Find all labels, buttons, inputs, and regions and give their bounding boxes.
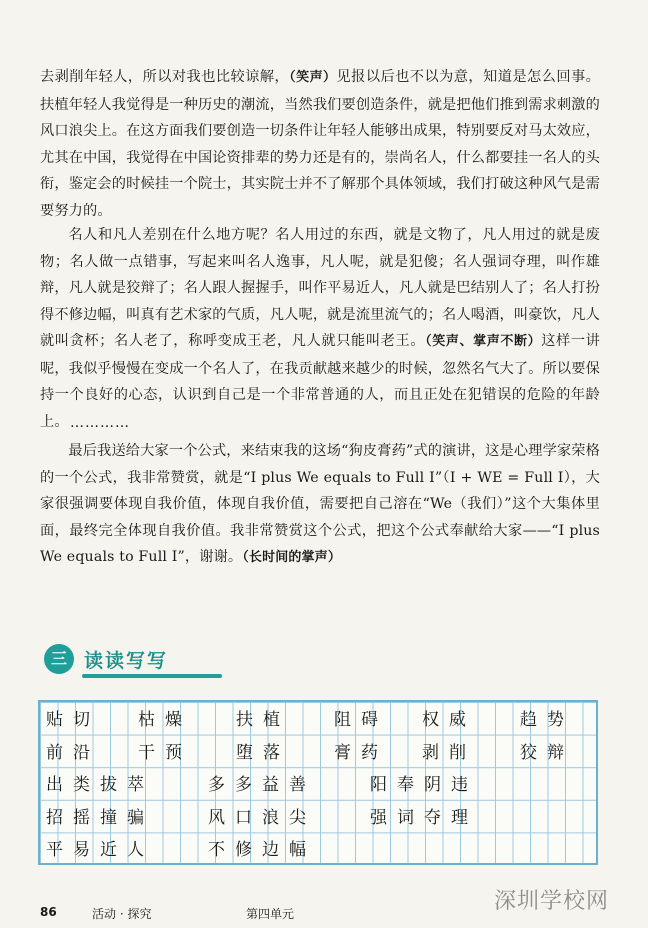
stage-note: （长时间的掌声） xyxy=(242,550,341,565)
section-title: 读读写写 xyxy=(84,650,169,672)
vocab-word: 多多益善 xyxy=(208,775,316,795)
vocab-word: 堕落 xyxy=(236,743,290,763)
section-header xyxy=(44,640,304,680)
vocab-word: 不修边幅 xyxy=(208,840,316,860)
vocab-word: 剥削 xyxy=(422,743,476,763)
vocab-word: 膏药 xyxy=(334,743,388,763)
vocab-word: 平易近人 xyxy=(46,840,154,860)
stage-note: （笑声、掌声不断） xyxy=(425,334,542,349)
paragraph-2: 名人和凡人差别在什么地方呢？名人用过的东西，就是文物了，凡人用过的就是废物；名人做一点错事，写起来叫名人逸事，凡人呢，就是犯傻；名人强词夺理，叫作雄辩，凡人就是狡辩了；名人跟人握握手，叫作平易近人，凡人就是巴结别人了；名人打扮得不修边幅，叫真有艺术家的气质，凡人呢，就是流里流气的；名人喝酒，叫豪饮，凡人就叫贪杯；名人老了，称呼变成王老，凡人就只能叫老王。（笑声、掌声不断）这样一讲呢，我似乎慢慢在变成一个名人了，在我贡献越来越少的时候，忽然名气大了。所以要保持一个良好的心态，认识到自己是一个非常普通的人，而且正处在犯错误的危险的年龄上。 xyxy=(40,227,600,430)
paragraph-1: 去剥削年轻人，所以对我也比较谅解，（笑声）见报以后也不以为意，知道是怎么回事。扶植年轻人我觉得是一种历史的潮流，当然我们要创造条件，就是把他们推到需求刺激的风口浪尖上。在这方面我们要创造一切条件让年轻人能够出成果，特别要反对马太效应，尤其在中国，我觉得在中国论资排辈的势力还是有的，崇尚名人，什么都要挂一名人的头衔，鉴定会的时候挂一个院士，其实院士并不了解那个具体领域，我们打破这种风气是需要努力的。 xyxy=(40,69,600,219)
page-number: 86 xyxy=(40,905,57,919)
omission-mark: ………… xyxy=(70,415,130,431)
vocab-word: 招摇撞骗 xyxy=(46,808,154,828)
vocab-word: 风口浪尖 xyxy=(208,808,316,828)
vocab-word: 阻碍 xyxy=(334,710,388,730)
vocab-row xyxy=(40,735,596,767)
vocab-word: 前沿 xyxy=(46,743,100,763)
section-underline xyxy=(82,674,222,678)
vocab-word: 狡辩 xyxy=(520,743,574,763)
stage-note: （笑声） xyxy=(289,70,337,85)
vocab-row xyxy=(40,800,596,832)
vocab-row xyxy=(40,767,596,799)
vocab-row xyxy=(40,702,596,734)
paragraph-3: 最后我送给大家一个公式，来结束我的这场“狗皮膏药”式的演讲，这是心理学家荣格的一个公式，我非常赞赏，就是“I plus We equals to Full I”（I + WE = Full I），大家很强调要体现自我价值，体现自我价值，需要把自己溶在“We（我们）”这个大集体里面，最终完全体现自我价值。我非常赞赏这个公式，把这个公式奉献给大家——“I plus We equals to Full I”，谢谢。（长时间的掌声） xyxy=(40,443,600,565)
footer-unit-label: 第四单元 xyxy=(246,907,295,921)
vocab-word: 干预 xyxy=(138,743,192,763)
vocab-word: 趋势 xyxy=(520,710,574,730)
section-number-badge: 三 xyxy=(44,644,74,674)
vocab-word: 权威 xyxy=(422,710,476,730)
vocab-word: 强词夺理 xyxy=(370,808,478,828)
watermark: 深圳学校网 xyxy=(494,889,610,914)
vocab-word: 出类拔萃 xyxy=(46,775,154,795)
footer-section-label: 活动 · 探究 xyxy=(92,907,152,921)
vocab-word: 贴切 xyxy=(46,710,100,730)
vocab-word: 阳奉阴违 xyxy=(370,775,478,795)
vocab-word: 枯燥 xyxy=(138,710,192,730)
vocab-row xyxy=(40,832,596,864)
vocab-word: 扶植 xyxy=(236,710,290,730)
vocabulary-grid xyxy=(38,700,598,865)
